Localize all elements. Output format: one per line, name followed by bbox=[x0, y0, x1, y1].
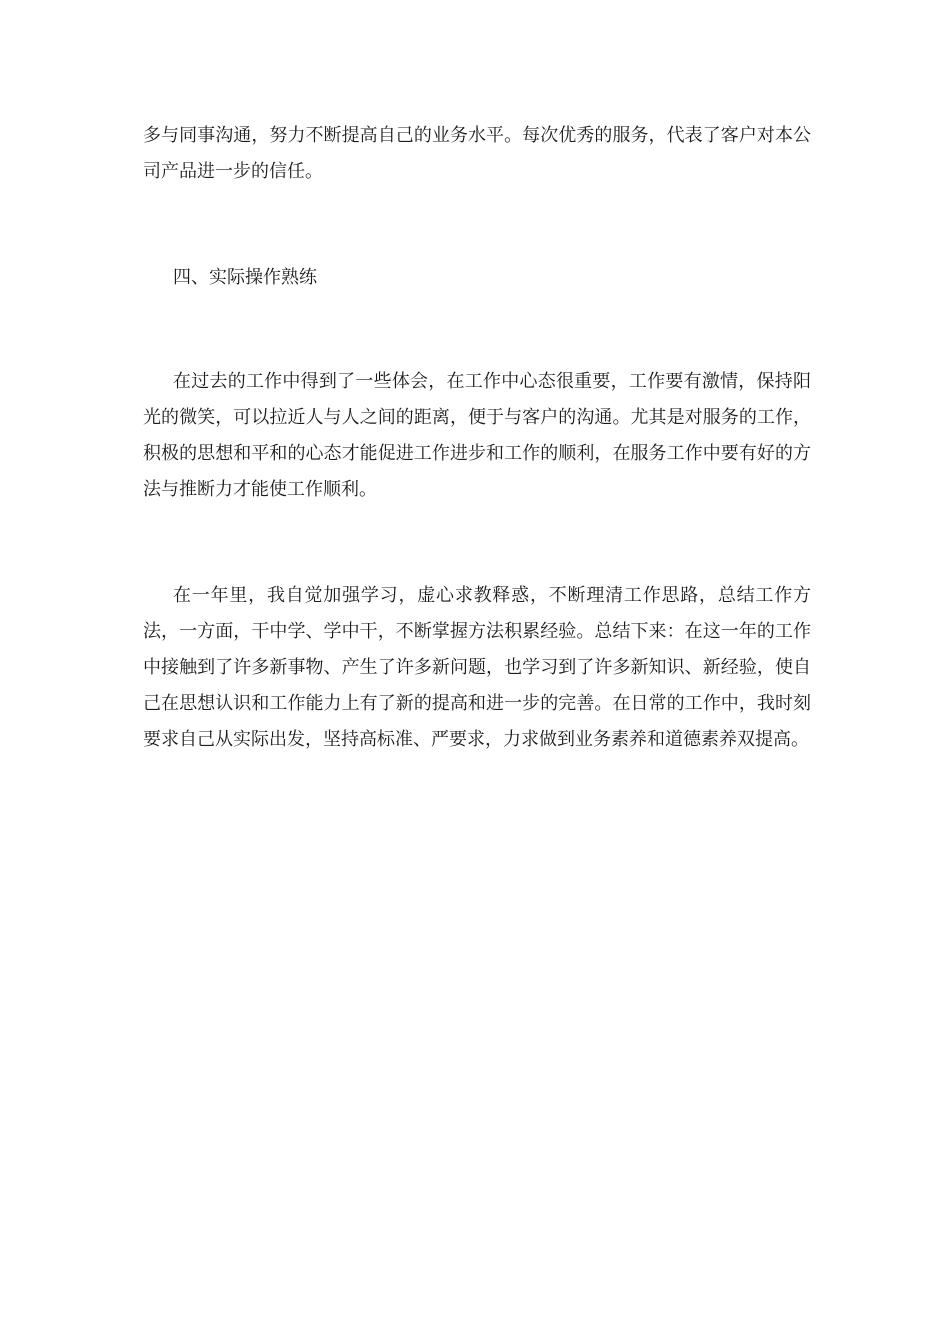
paragraph-continuation: 多与同事沟通，努力不断提高自己的业务水平。每次优秀的服务，代表了客户对本公司产品进一步的信任。 bbox=[143, 125, 811, 182]
section-heading: 四、实际操作熟练 bbox=[173, 267, 317, 288]
paragraph: 在过去的工作中得到了一些体会，在工作中心态很重要，工作要有激情，保持阳光的微笑，可以拉近人与人之间的距离，便于与客户的沟通。尤其是对服务的工作，积极的思想和平和的心态才能促进工作进步和工作的顺利，在服务工作中要有好的方法与推断力才能使工作顺利。 bbox=[143, 371, 811, 500]
paragraph: 在一年里，我自觉加强学习，虚心求教释惑，不断理清工作思路，总结工作方法，一方面，干中学、学中干，不断掌握方法积累经验。总结下来：在这一年的工作中接触到了许多新事物、产生了许多新问题，也学习到了许多新知识、新经验，使自己在思想认识和工作能力上有了新的提高和进一步的完善。在日常的工作中，我时刻要求自己从实际出发，坚持高标准、严要求，力求做到业务素养和道德素养双提高。 bbox=[143, 585, 811, 750]
